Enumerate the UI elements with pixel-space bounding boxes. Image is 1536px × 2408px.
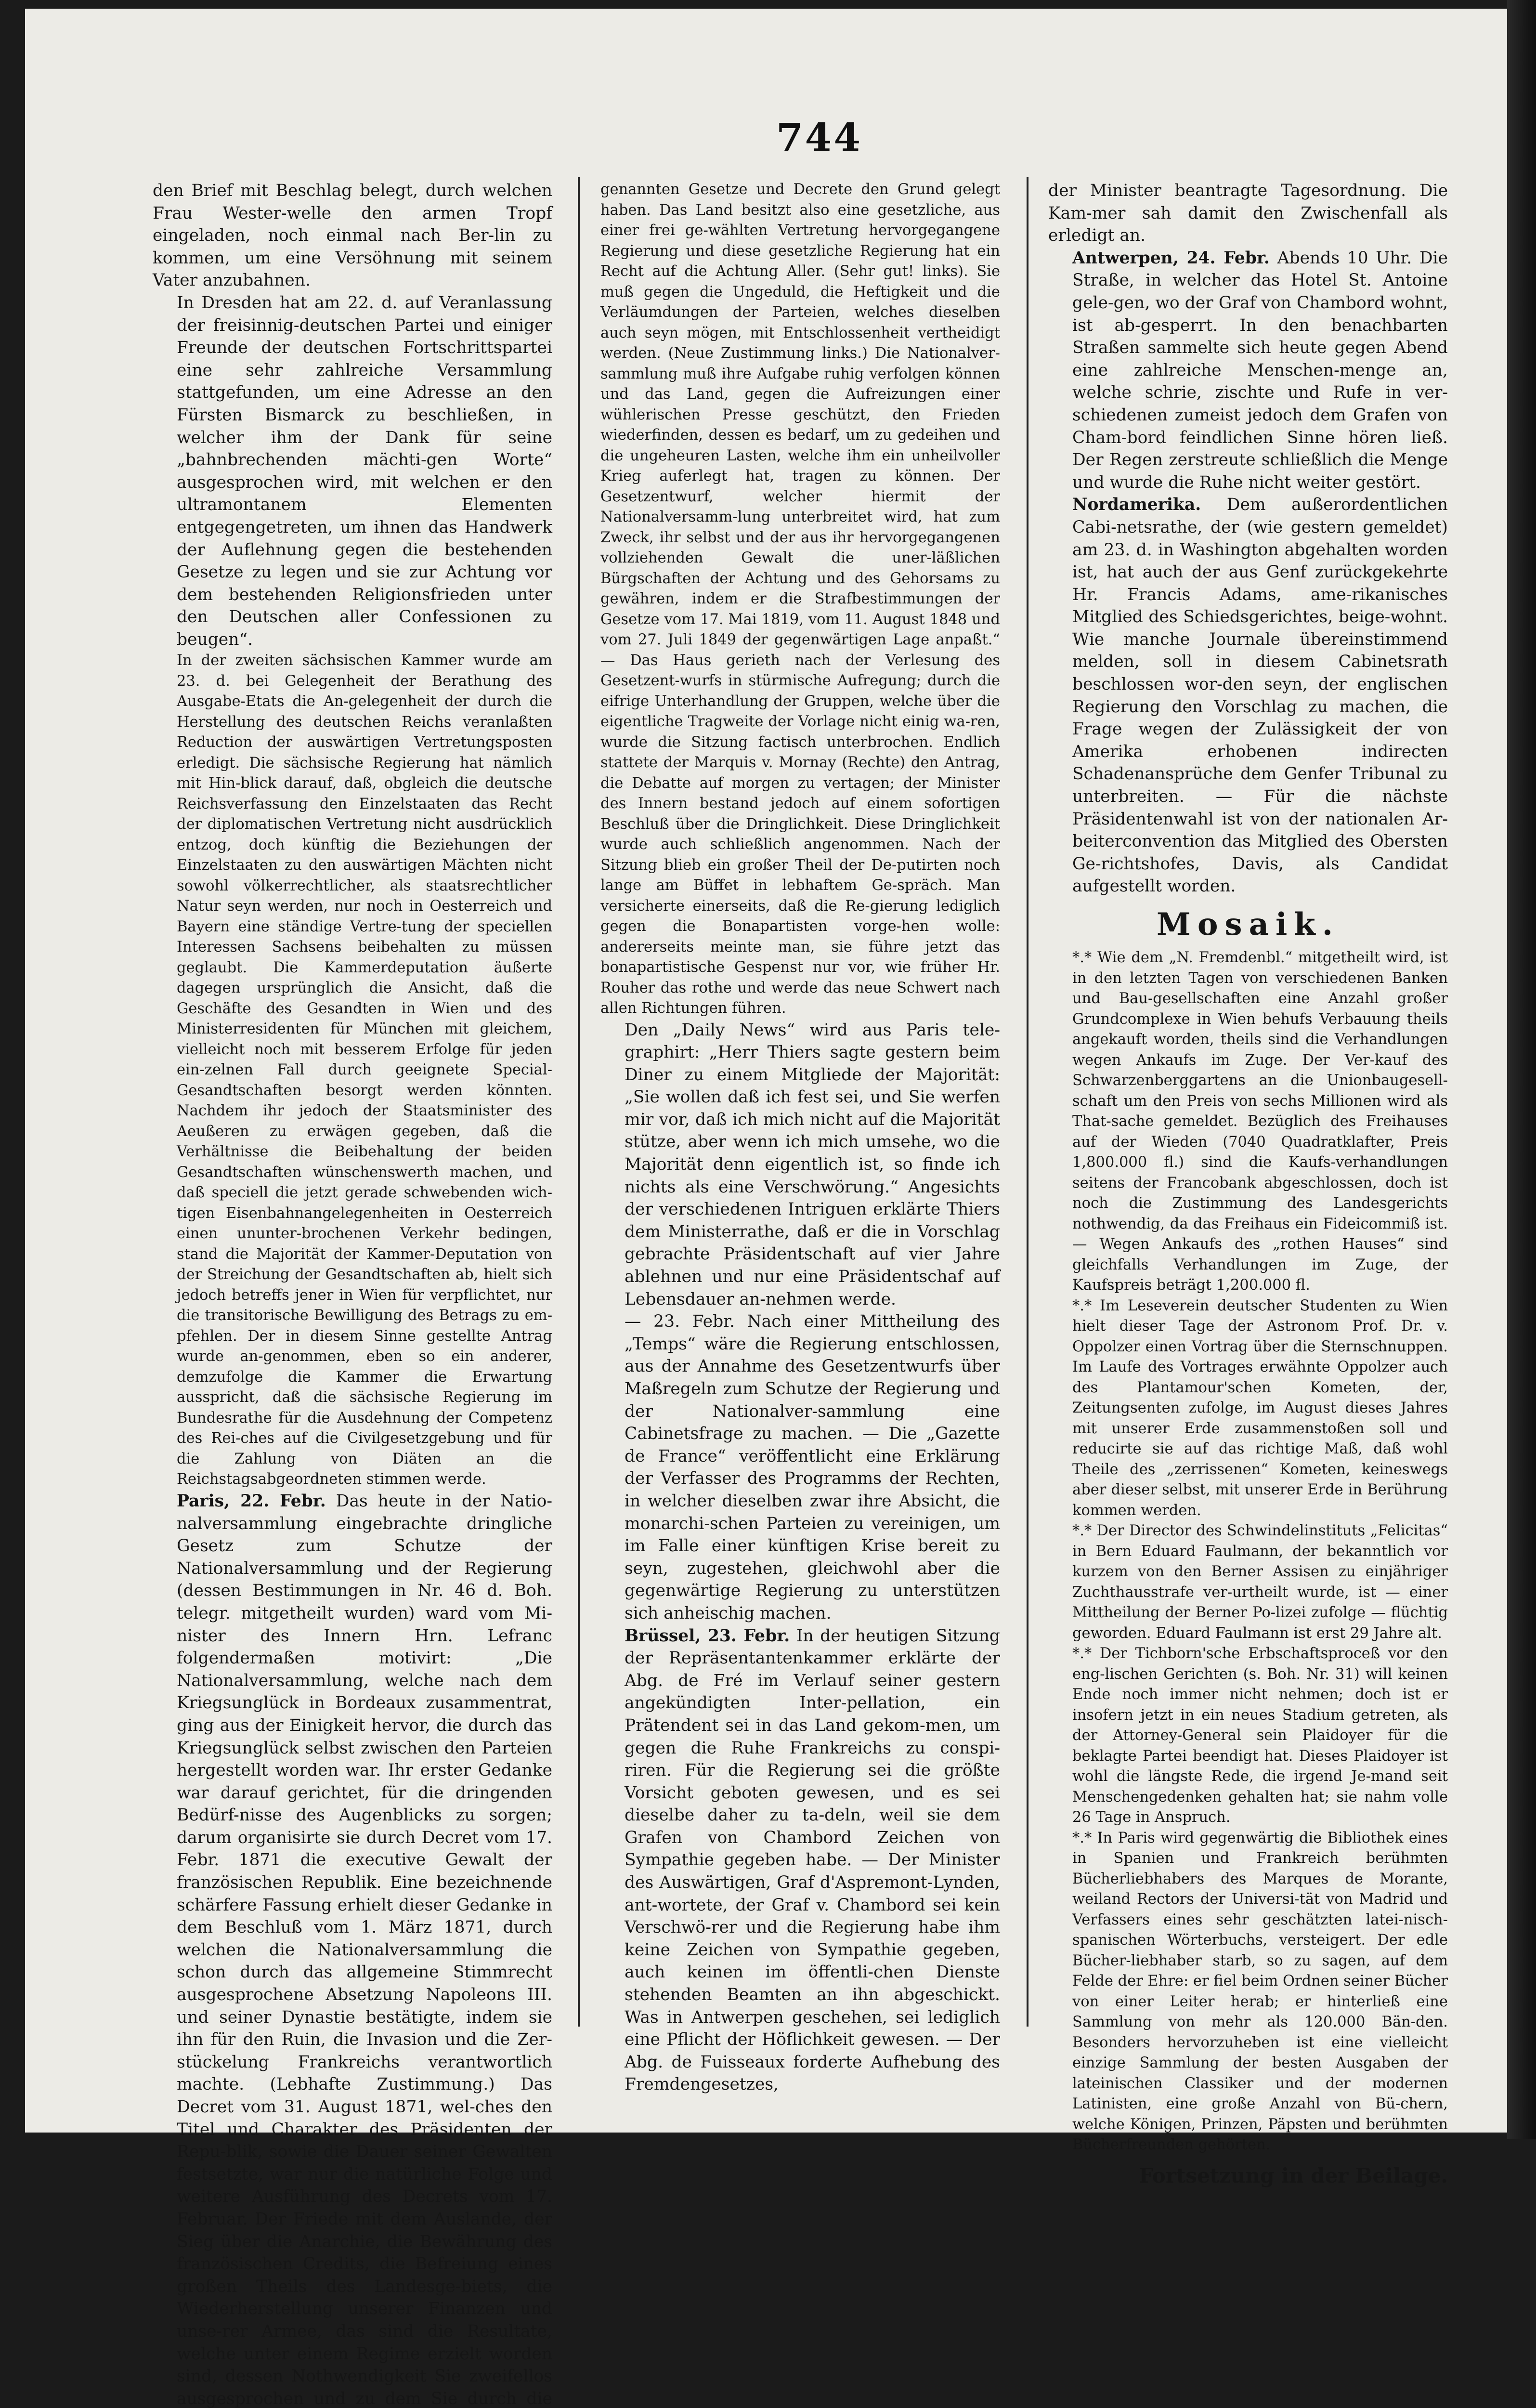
book-binding-edge [1507,0,1536,2139]
column-rule-1 [578,177,580,2027]
mosaik-item-paris-library: *.* In Paris wird gegenwärtig die Bibliothek eines in Spanien und Frankreich berühmten Bücherliebhabers des Marques de Morante, weiland Rectors der Universi-tät von Madrid und Verfassers eines sehr geschätzten latei-nisch-spanischen Wörterbuchs, versteigert. Der edle Bücher-liebhaber starb, so zu sagen, auf dem Felde der Ehre: er fiel beim Ordnen seiner Bücher von einer Leiter herab; er hinterließ eine Sammlung von mehr als 120.000 Bän-den. Besonders hervorzuheben ist eine vielleicht einzige Sammlung der besten Ausgaben der lateinischen Classiker und der modernen Latinisten, eine große Anzahl von Bü-chern, welche Königen, Prinzen, Päpsten und berühmten Bücherfreunden gehörten. [1072,1829,1448,2153]
dateline-antwerpen: Antwerpen, 24. Febr. [1072,248,1270,268]
mosaik-item-oppolzer: *.* Im Leseverein deutscher Studenten zu Wien hielt dieser Tage der Astronom Prof. Dr. v. Oppolzer einen Vortrag über die Sternschnuppen. Im Laufe des Vortrages erwähnte Oppolzer auch des Plantamour'schen Kometen, der, Zeitungsenten zufolge, im August dieses Jahres mit unserer Erde zusammenstoßen soll und reducirte sie auf das richtige Maß, daß wohl Theile des „zerrissenen“ Kometen, keineswegs aber dieser selbst, mit unserer Erde in Berührung kommen werden. [1072,1297,1448,1519]
newspaper-page [25,9,1510,2408]
paragraph-daily-news: Den „Daily News“ wird aus Paris tele-graphirt: „Herr Thiers sagte gestern beim Diner zu einem Mitgliede der Majorität: „Sie wollen daß ich fest sei, und Sie werfen mir vor, daß ich mich nicht auf die Majorität stütze, aber wenn ich mich umsehe, wo die Majorität denn eigentlich ist, so finde ich nichts als eine Verschwörung.“ Angesichts der verschiedenen Intriguen erklärte Thiers dem Ministerrathe, daß er die in Vorschlag gebrachte Präsidentschaft auf vier Jahre ablehnen und nur eine Präsidentschaf auf Lebensdauer an-nehmen werde. [625,1020,1000,1309]
paragraph-antwerpen [1048,247,1448,494]
paragraph-dresden: In Dresden hat am 22. d. auf Veranlassung der freisinnig-deutschen Partei und einiger Freunde der deutschen Fortschrittspartei eine sehr zahlreiche Versammlung stattgefunden, um eine Adresse an den Fürsten Bismarck zu beschließen, in welcher ihm der Dank für seine „bahnbrechenden mächti-gen Worte“ ausgesprochen wird, mit welchen er den ultramontanem Elementen entgegengetreten, um ihnen das Handwerk der Auflehnung gegen die bestehenden Gesetze zu legen und sie zur Achtung vor dem bestehenden Religionsfrieden unter den Deutschen aller Confessionen zu beugen“. [177,293,552,649]
paragraph-antwerpen-text: Abends 10 Uhr. Die Straße, in welcher das Hotel St. Antoine gele-gen, wo der Graf von Chambord wohnt, ist ab-gesperrt. In den benachbarten Straßen sammelte sich heute gegen Abend eine zahlreiche Menschen-menge an, welche schrie, zischte und Rufe in ver-schiedenen zumeist jedoch dem Grafen von Cham-bord feindlichen Sinne hören ließ. Der Regen zerstreute schließlich die Menge und wurde die Ruhe nicht weiter gestört. [1072,248,1448,492]
paragraph-bruessel [600,1625,1000,2096]
mosaik-item-wien: *.* Wie dem „N. Fremdenbl.“ mitgetheilt wird, ist in den letzten Tagen von verschiedenen Banken und Bau-gesellschaften eine Anzahl großer Grundcomplexe in Wien behufs Verbauung theils angekauft worden, theils sind die Verhandlungen wegen Ankaufs im Zuge. Der Ver-kauf des Schwarzenberggartens an die Unionbaugesell-schaft um den Preis von sechs Millionen wird als That-sache gemeldet. Bezüglich des Freihauses auf der Wieden (7040 Quadratklafter, Preis 1,800.000 fl.) sind die Kaufs-verhandlungen seitens der Francobank abgeschlossen, doch ist noch die Zustimmung des Landesgerichts nothwendig, da das Freihaus ein Fideicommiß ist. — Wegen Ankaufs des „rothen Hauses“ sind gleichfalls Verhandlungen im Zuge, der Kaufspreis beträgt 1,200.000 fl. [1072,949,1448,1294]
section-title-mosaik: Mosaik. [1157,906,1340,942]
dateline-bruessel: Brüssel, 23. Febr. [625,1626,790,1646]
paragraph-nordamerika [1048,494,1448,898]
paragraph-nordamerika-text: Dem außerordentlichen Cabi-netsrathe, der (wie gestern gemeldet) am 23. d. in Washington abgehalten worden ist, hat auch der aus Genf zurückgekehrte Hr. Francis Adams, ame-rikanisches Mitglied des Schiedsgerichtes, beige-wohnt. Wie manche Journale übereinstimmend melden, soll in diesem Cabinetsrath beschlossen wor-den seyn, der englischen Regierung den Vorschlag zu machen, die Frage wegen der Zulässigkeit der von Amerika erhobenen indirecten Schadenansprüche dem Genfer Tribunal zu unterbreiten. — Für die nächste Präsidentenwahl ist von der nationalen Ar-beiterconvention das Mitglied des Obersten Ge-richtshofes, Davis, als Candidat aufgestellt worden. [1072,495,1448,896]
paragraph-paris [153,1490,552,2408]
paragraph-minister: der Minister beantragte Tagesordnung. Die Kam-mer sah damit den Zwischenfall als erledigt an. [1048,181,1448,246]
continuation-note: Fortsetzung in der Beilage. [1139,2163,1448,2187]
column-3 [1048,180,1448,2190]
mosaik-item-felicitas: *.* Der Director des Schwindelinstituts „Felicitas“ in Bern Eduard Faulmann, der bekanntlich vor kurzem von den Berner Assisen zu einjähriger Zuchthausstrafe ver-urtheilt wurde, ist — einer Mittheilung der Berner Po-lizei zufolge — flüchtig geworden. Eduard Faulmann ist erst 29 Jahre alt. [1072,1522,1448,1642]
page-number: 744 [776,115,862,160]
paragraph-temps: — 23. Febr. Nach einer Mittheilung des „Temps“ wäre die Regierung entschlossen, aus der Annahme des Gesetzentwurfs über Maßregeln zum Schutze der Regierung und der Nationalver-sammlung eine Cabinetsfrage zu machen. — Die „Gazette de France“ veröffentlicht eine Erklärung der Verfasser des Programms der Rechten, in welcher dieselben zwar ihre Absicht, die monarchi-schen Parteien zu vereinigen, um im Falle einer künftigen Krise bereit zu seyn, zugestehen, gleichwohl aber die gegenwärtige Regierung zu unterstützen sich anheischig machen. [625,1312,1000,1623]
column-rule-2 [1027,177,1028,2027]
paragraph-brief: den Brief mit Beschlag belegt, durch welchen Frau Wester-welle den armen Tropf eingeladen, noch einmal nach Ber-lin zu kommen, um eine Versöhnung mit seinem Vater anzubahnen. [153,181,552,290]
column-1 [153,180,552,2408]
paragraph-bruessel-text: In der heutigen Sitzung der Repräsentantenkammer erklärte der Abg. de Fré im Verlauf seiner gestern angekündigten Inter-pellation, ein Prätendent sei in das Land gekom-men, um gegen die Ruhe Frankreichs zu conspi-riren. Für die Regierung sei die größte Vorsicht geboten gewesen, und es sei dieselbe daher zu ta-deln, weil sie dem Grafen von Chambord Zeichen von Sympathie gegeben habe. — Der Minister des Auswärtigen, Graf d'Aspremont-Lynden, ant-wortete, der Graf v. Chambord sei kein Verschwö-rer und die Regierung habe ihm keine Zeichen von Sympathie gegeben, auch keinen im öffentli-chen Dienste stehenden Beamten an ihn abgeschickt. Was in Antwerpen geschehen, sei lediglich eine Pflicht der Höflichkeit gewesen. — Der Abg. de Fuisseaux forderte Aufhebung des Fremdengesetzes, [625,1626,1001,2094]
paragraph-paris-continued: genannten Gesetze und Decrete den Grund gelegt haben. Das Land besitzt also eine gesetzliche, aus einer frei ge-wählten Vertretung hervorgegangene Regierung und diese gesetzliche Regierung hat ein Recht auf die Achtung Aller. (Sehr gut! links). Sie muß gegen die Ungeduld, die Heftigkeit und die Verläumdungen der Parteien, welches dieselben auch seyn mögen, mit Entschlossenheit vertheidigt werden. (Neue Zustimmung links.) Die Nationalver-sammlung muß ihre Aufgabe ruhig verfolgen können und das Land, gegen die Aufreizungen einer wühlerischen Presse geschützt, den Frieden wiederfinden, dessen es bedarf, um zu gedeihen und die ungeheuren Lasten, welche ihm ein unheilvoller Krieg auferlegt hat, tragen zu können. Der Gesetzentwurf, welcher hiermit der Nationalversamm-lung unterbreitet wird, hat zum Zweck, ihr selbst und der aus ihr hervorgegangenen vollziehenden Gewalt die uner-läßlichen Bürgschaften der Achtung und des Gehorsams zu gewähren, indem er die Strafbestimmungen der Gesetze vom 17. Mai 1819, vom 11. August 1848 und vom 27. Juli 1849 der gegenwärtigen Lage anpaßt.“ — Das Haus gerieth nach der Verlesung des Gesetzent-wurfs in stürmische Aufregung; durch die eifrige Unterhandlung der Gruppen, welche über die eigentliche Tragweite der Vorlage nicht einig wa-ren, wurde die Sitzung factisch unterbrochen. Endlich stattete der Marquis v. Mornay (Rechte) den Antrag, die Debatte auf morgen zu vertagen; der Minister des Innern bestand jedoch auf einem sofortigen Beschluß über die Dringlichkeit. Diese Dringlichkeit wurde auch schließlich angenommen. Nach der Sitzung blieb ein großer Theil der De-putirten noch lange am Büffet in lebhaftem Ge-spräch. Man versicherte einerseits, daß die Re-gierung lediglich gegen die Bonapartisten vorge-hen wolle: andererseits meinte man, sie führe jetzt das bonapartistische Gespenst nur vor, wie früher Hr. Rouher das rothe und werde das neue Schwert nach allen Richtungen führen. [600,181,1000,1017]
dateline-nordamerika: Nordamerika. [1072,495,1201,515]
dateline-paris: Paris, 22. Febr. [177,1491,326,1511]
paragraph-paris-text: Das heute in der Natio-nalversammlung eingebrachte dringliche Gesetz zum Schutze der Nationalversammlung und der Regierung (dessen Bestimmungen in Nr. 46 d. Boh. telegr. mitgetheilt wurden) ward vom Mi-nister des Innern Hrn. Lefranc folgendermaßen motivirt: „Die Nationalversammlung, welche nach dem Kriegsunglück in Bordeaux zusammentrat, ging aus der Einigkeit hervor, die durch das Kriegsunglück selbst zwischen den Parteien hergestellt worden war. Ihr erster Gedanke war darauf gerichtet, für die dringenden Bedürf-nisse des Augenblicks zu sorgen; darum organisirte sie durch Decret vom 17. Febr. 1871 die executive Gewalt der französischen Republik. Eine bezeichnende schärfere Fassung erhielt dieser Gedanke in dem Beschluß vom 1. März 1871, durch welchen die Nationalversammlung die schon durch das allgemeine Stimmrecht ausgesprochene Absetzung Napoleons III. und seiner Dynastie bestätigte, indem sie ihn für den Ruin, die Invasion und die Zer-stückelung Frankreichs verantwortlich machte. (Lebhafte Zustimmung.) Das Decret vom 31. August 1871, wel-ches den Titel und Charakter des Präsidenten der Repu-blik, sowie die Dauer seiner Gewalten festsetzte, war nur die natürliche Folge und weitere Ausführung des Decrets vom 17. Februar. Der Friede mit dem Auslande, der Sieg über die Anarchie, die Bewährung des französischen Credits, die Befreiung eines großen Theils des Landesge-biets, die Wiederherstellung unserer Finanzen und unse-rer Armee, das sind die Resultate, welche unter einem Regime erzielt worden sind, dessen Nothwendigkeit Sie zweifellos ausgesprochen und zu dem Sie durch die [177,1491,552,2408]
paragraph-saxon-chamber: In der zweiten sächsischen Kammer wurde am 23. d. bei Gelegenheit der Berathung des Ausgabe-Etats die An-gelegenheit der durch die Herstellung des deutschen Reichs veranlaßten Reduction der auswärtigen Vertretungsposten erledigt. Die sächsische Regierung hat nämlich mit Hin-blick darauf, daß, obgleich die deutsche Reichsverfassung den Einzelstaaten das Recht der diplomatischen Vertretung nicht ausdrücklich entzog, doch künftig die Beziehungen der Einzelstaaten zu den auswärtigen Mächten nicht sowohl völkerrechtlicher, als staatsrechtlicher Natur seyn werden, nur noch in Oesterreich und Bayern eine ständige Vertre-tung der speciellen Interessen Sachsens beibehalten zu müssen geglaubt. Die Kammerdeputation äußerte dagegen ursprünglich die Ansicht, daß die Geschäfte des Gesandten in Wien und des Ministerresidenten für München mit gleichem, vielleicht noch mit besserem Erfolge für jeden ein-zelnen Fall durch geeignete Special-Gesandtschaften besorgt werden könnten. Nachdem ihr jedoch der Staatsminister des Aeußeren zu erwägen gegeben, daß die Verhältnisse die Beibehaltung der beiden Gesandtschaften wünschenswerth machen, und daß speciell die jetzt gerade schwebenden wich-tigen Eisenbahnangelegenheiten in Oesterreich einen ununter-brochenen Verkehr bedingen, stand die Majorität der Kammer-Deputation von der Streichung der Gesandtschaften ab, hielt sich jedoch betreffs jener in Wien für verpflichtet, nur die transitorische Bewilligung des Betrags zu em-pfehlen. Der in diesem Sinne gestellte Antrag wurde an-genommen, eben so ein anderer, demzufolge die Kammer die Erwartung ausspricht, daß die sächsische Regierung im Bundesrathe für die Ausdehnung der Competenz des Rei-ches auf die Civilgesetzgebung und für die Zahlung von Diäten an die Reichstagsabgeordneten stimmen werde. [177,652,552,1488]
column-2 [600,180,1000,2096]
mosaik-item-tichborne: *.* Der Tichborn'sche Erbschaftsproceß vor den eng-lischen Gerichten (s. Boh. Nr. 31) will keinen Ende noch immer nicht nehmen; doch ist er insofern jetzt in ein neues Stadium getreten, als der Attorney-General sein Plaidoyer für die beklagte Partei beendigt hat. Dieses Plaidoyer ist wohl die längste Rede, die irgend Je-mand seit Menschengedenken gehalten hat; sie nahm volle 26 Tage in Anspruch. [1072,1645,1448,1826]
